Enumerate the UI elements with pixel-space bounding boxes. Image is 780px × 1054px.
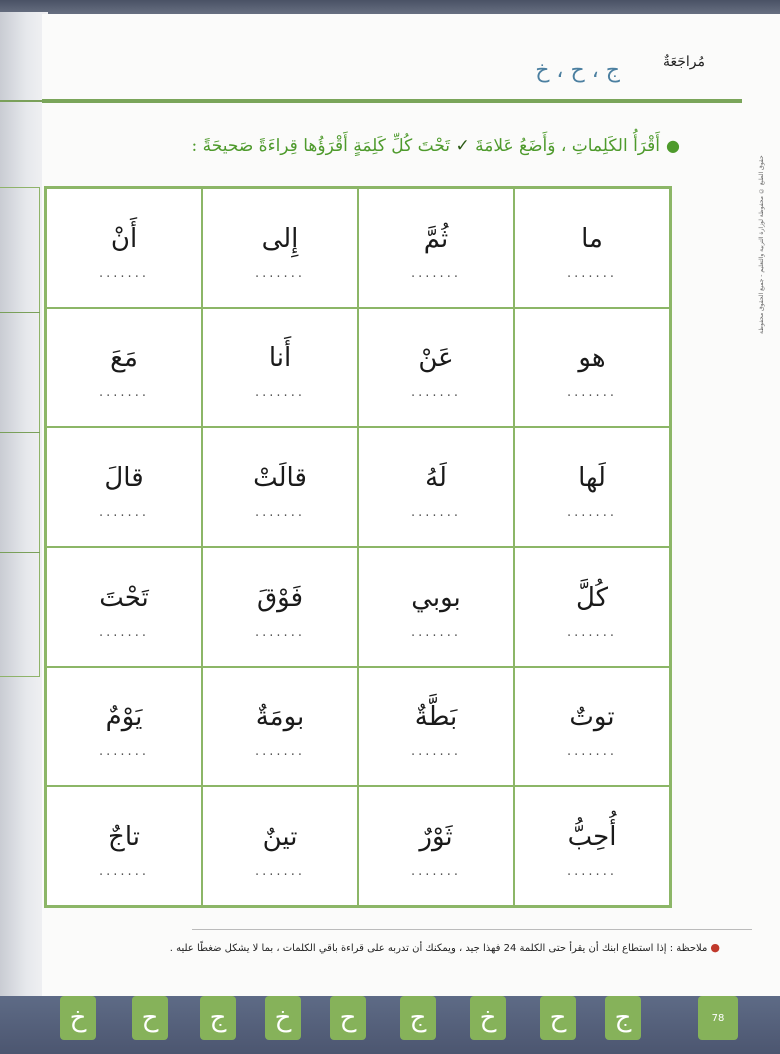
word-text: تَحْتَ: [99, 582, 149, 613]
word-cell: [514, 547, 670, 667]
footer-letter-box: ح: [132, 996, 168, 1040]
note-text: ملاحظة : إذا استطاع ابنك أن يقرأ حتى الكلمة 24 فهذا جيد ، ويمكنك أن تدربه على قراءة باقي الكلمات ، بما لا يشكل ضغطًا عليه .: [169, 943, 708, 954]
check-line[interactable]: .......: [255, 504, 305, 520]
section-letters: ج ، ح ، خ: [535, 58, 620, 83]
footer-letter-box: خ: [265, 996, 301, 1040]
check-line[interactable]: .......: [99, 504, 149, 520]
instruction: [192, 136, 680, 156]
word-cell: [202, 547, 358, 667]
check-line[interactable]: .......: [99, 624, 149, 640]
check-line[interactable]: .......: [567, 624, 617, 640]
word-cell: [46, 667, 202, 787]
word-text: بومَةٌ: [255, 702, 305, 733]
check-line[interactable]: .......: [99, 744, 149, 760]
footer-letter-box: خ: [60, 996, 96, 1040]
note-rule: [192, 929, 752, 930]
word-cell: [202, 308, 358, 428]
check-line[interactable]: .......: [411, 744, 461, 760]
check-line[interactable]: .......: [255, 624, 305, 640]
word-cell: [202, 427, 358, 547]
word-text: لَها: [578, 463, 606, 494]
word-text: تاجٌ: [108, 822, 140, 853]
word-text: ثُمَّ: [423, 223, 449, 254]
check-line[interactable]: .......: [99, 385, 149, 401]
bullet-icon: ●: [666, 136, 680, 155]
parent-note: [170, 941, 720, 954]
word-text: أَنا: [268, 343, 292, 374]
word-cell: [202, 786, 358, 906]
check-line[interactable]: .......: [411, 504, 461, 520]
check-line[interactable]: .......: [567, 385, 617, 401]
word-text: فَوْقَ: [256, 582, 304, 613]
check-line[interactable]: .......: [411, 265, 461, 281]
word-text: بوبي: [411, 582, 461, 613]
check-line[interactable]: .......: [255, 385, 305, 401]
word-text: يَوْمٌ: [105, 702, 143, 733]
word-cell: [46, 188, 202, 308]
check-line[interactable]: .......: [567, 265, 617, 281]
word-cell: [358, 308, 514, 428]
header-rule: [42, 99, 742, 103]
left-page-row-line: [0, 312, 40, 313]
word-text: لَهُ: [425, 463, 447, 494]
footer-letter-box: ج: [605, 996, 641, 1040]
left-page-rule: [0, 100, 46, 102]
word-text: قالَتْ: [253, 463, 307, 494]
word-cell: [514, 308, 670, 428]
word-text: عَنْ: [418, 343, 454, 374]
left-page-row-line: [0, 552, 40, 553]
check-line[interactable]: .......: [411, 385, 461, 401]
footer-letter-box: ح: [540, 996, 576, 1040]
word-cell: [46, 427, 202, 547]
footer-letter-box: ج: [400, 996, 436, 1040]
check-line[interactable]: .......: [411, 624, 461, 640]
side-credit: حقوق الطبع © محفوظة لوزارة التربية والتعليم - جميع الحقوق محفوظة: [758, 155, 765, 334]
word-cell: [202, 667, 358, 787]
word-cell: [514, 427, 670, 547]
check-line[interactable]: .......: [567, 863, 617, 879]
check-line[interactable]: .......: [99, 265, 149, 281]
word-text: ثَوْرٌ: [419, 822, 453, 853]
footer-letter-box: ج: [200, 996, 236, 1040]
word-cell: [358, 667, 514, 787]
word-cell: [514, 188, 670, 308]
word-text: قالَ: [104, 463, 144, 494]
word-cell: [358, 547, 514, 667]
word-cell: [46, 308, 202, 428]
check-icon: ✓: [455, 136, 470, 156]
instruction-text: أَقْرَأُ الكَلِماتِ ، وَأَضَعُ عَلامَةَ: [475, 136, 661, 156]
word-cell: [358, 427, 514, 547]
word-text: إِلى: [261, 223, 299, 254]
worksheet-page: [42, 14, 780, 1042]
note-bullet-icon: ●: [710, 941, 720, 954]
check-line[interactable]: .......: [255, 744, 305, 760]
footer-letter-box: خ: [470, 996, 506, 1040]
word-grid: [44, 186, 672, 908]
section-title: مُراجَعَةٌ: [662, 54, 705, 70]
word-cell: [358, 188, 514, 308]
instruction-text-2: تَحْتَ كُلِّ كَلِمَةٍ أَقْرَؤُها قِراءَةً صَحيحَةً :: [191, 136, 451, 156]
word-text: هو: [578, 343, 606, 374]
check-line[interactable]: .......: [411, 863, 461, 879]
page-number: 78: [698, 996, 738, 1040]
word-text: ما: [581, 223, 603, 254]
check-line[interactable]: .......: [567, 504, 617, 520]
word-cell: [514, 667, 670, 787]
left-page-row-line: [0, 432, 40, 433]
check-line[interactable]: .......: [255, 265, 305, 281]
footer-band: [0, 996, 780, 1054]
check-line[interactable]: .......: [255, 863, 305, 879]
check-line[interactable]: .......: [567, 744, 617, 760]
word-cell: [202, 188, 358, 308]
check-line[interactable]: .......: [99, 863, 149, 879]
word-text: أَنْ: [110, 223, 138, 254]
word-cell: [358, 786, 514, 906]
word-cell: [46, 786, 202, 906]
word-cell: [514, 786, 670, 906]
word-text: مَعَ: [110, 343, 138, 374]
word-text: أُحِبُّ: [567, 822, 617, 853]
word-text: توتٌ: [569, 702, 615, 733]
left-facing-page: [0, 12, 48, 1042]
word-cell: [46, 547, 202, 667]
footer-letter-box: ح: [330, 996, 366, 1040]
word-text: كُلَّ: [575, 582, 609, 613]
word-text: بَطَّةٌ: [414, 702, 458, 733]
word-text: تينٌ: [262, 822, 298, 853]
